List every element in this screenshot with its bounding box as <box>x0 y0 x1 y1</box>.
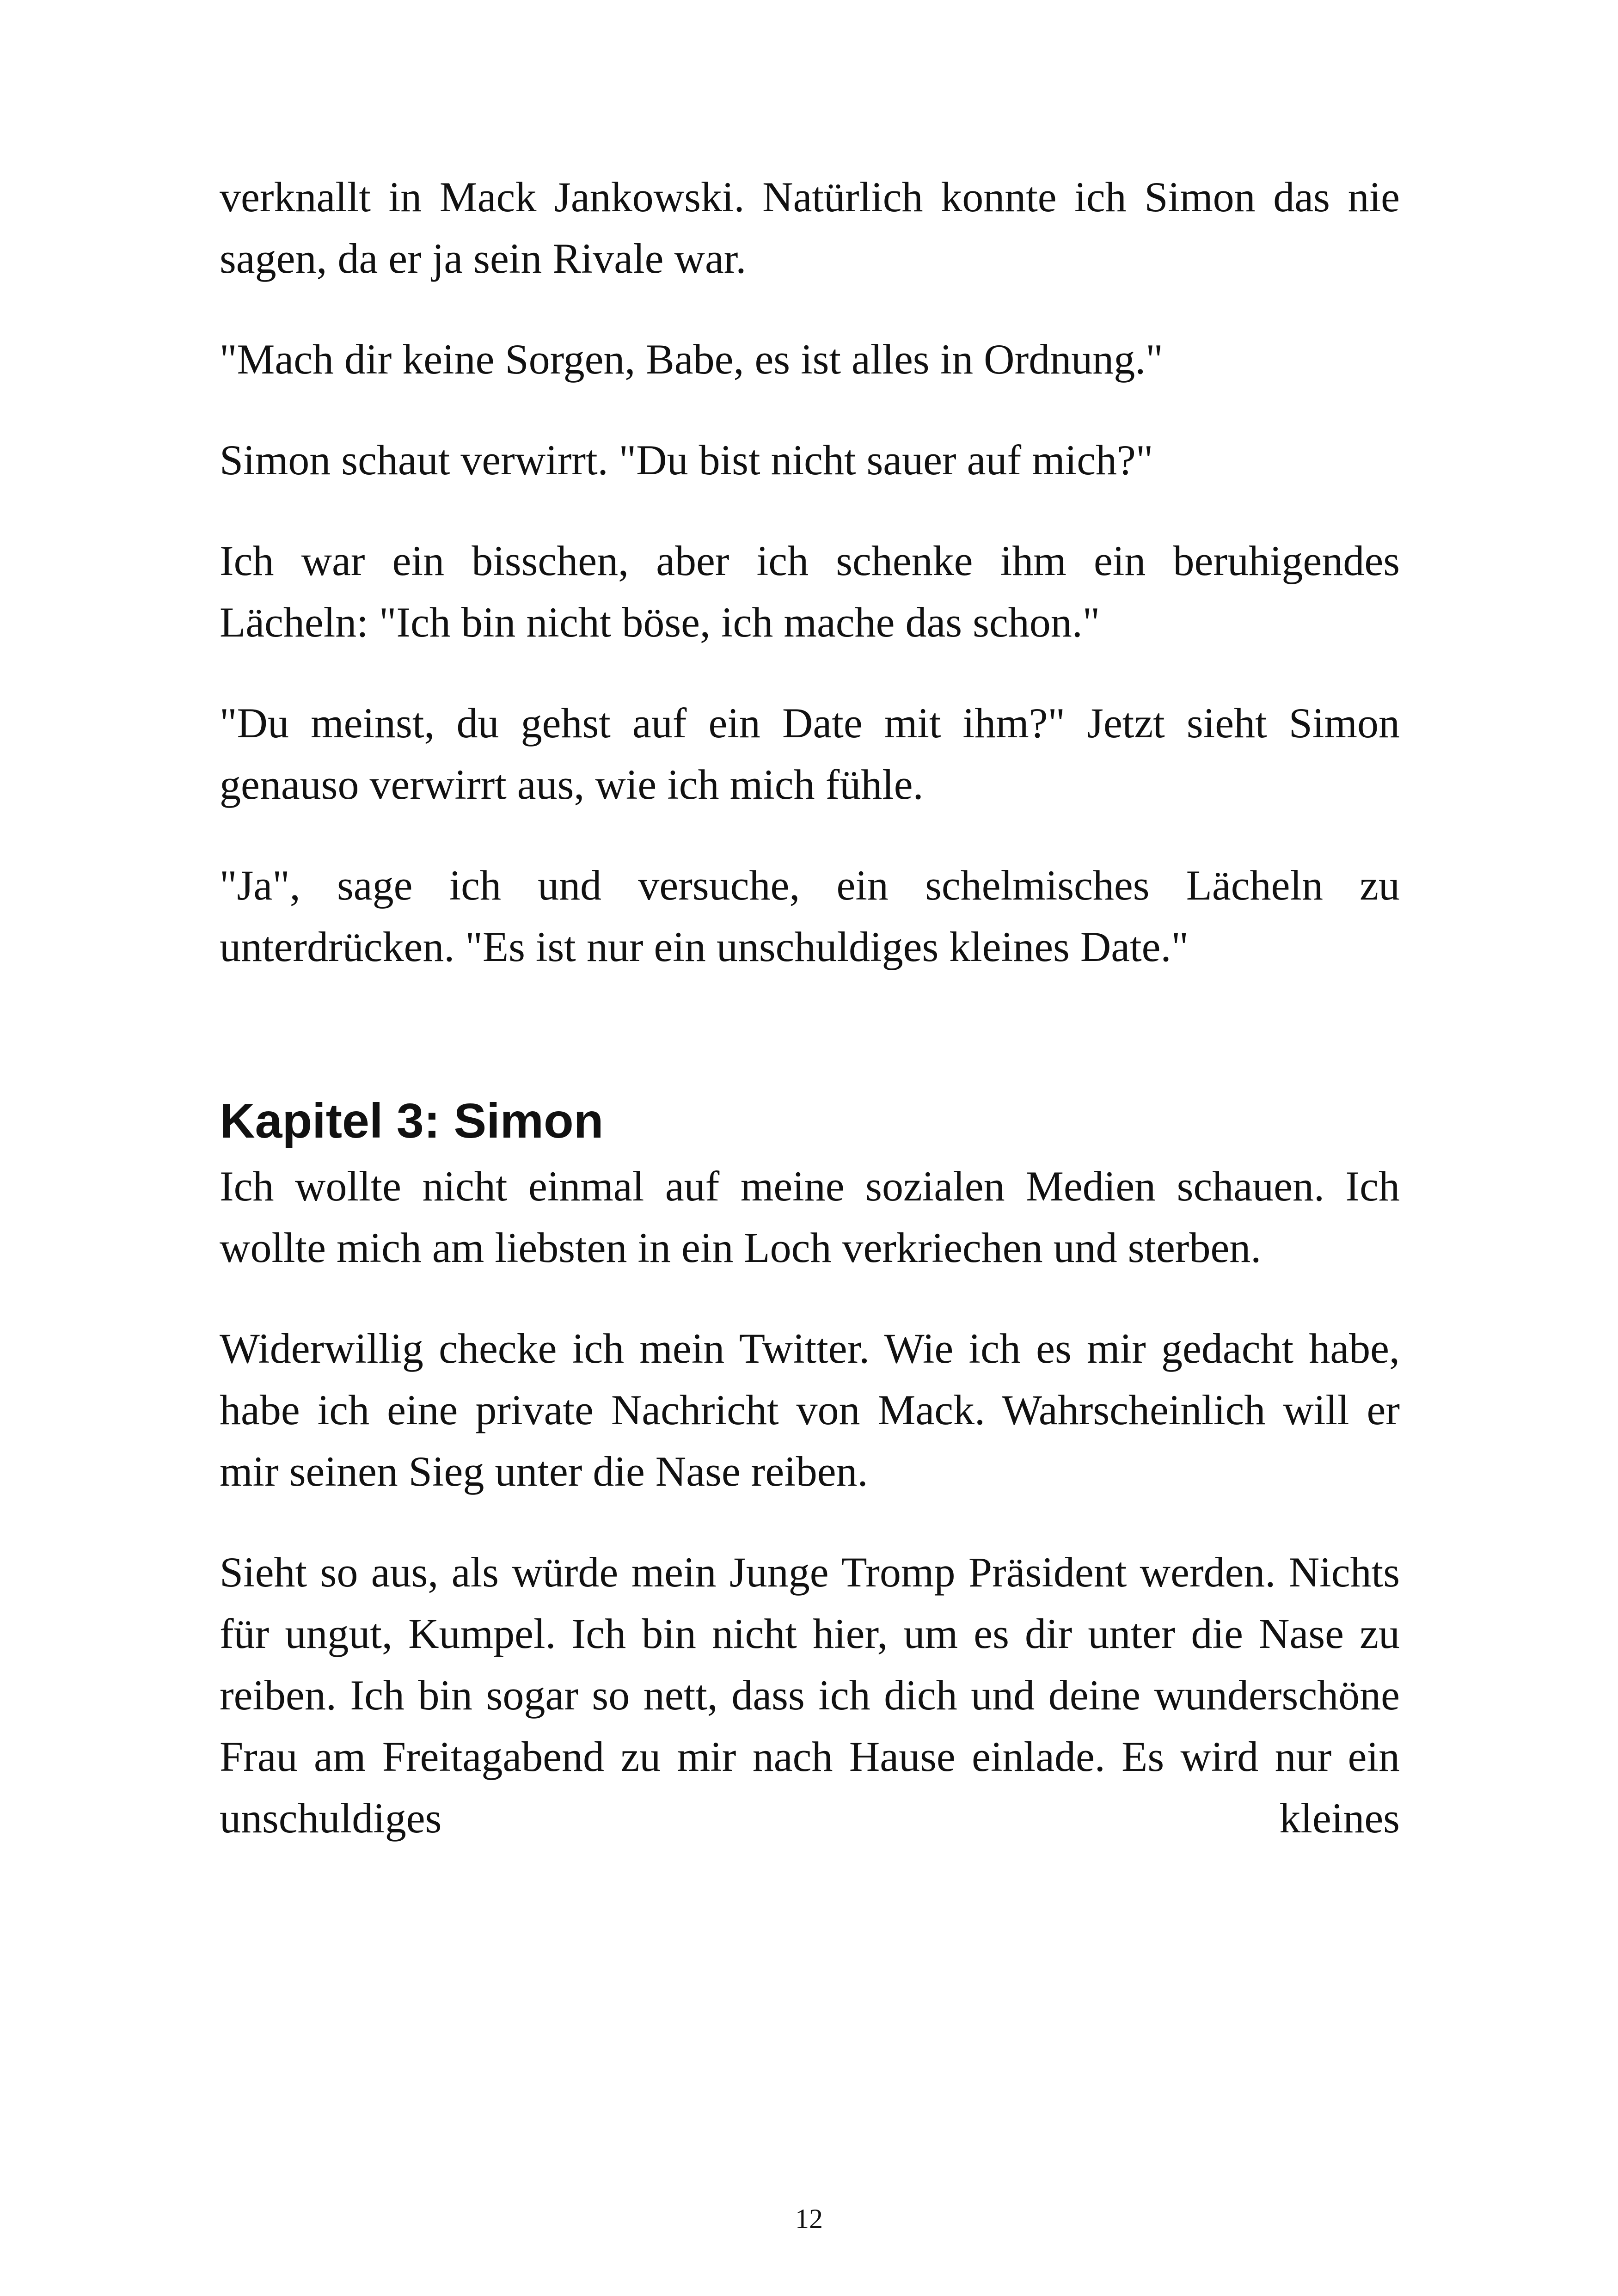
page-body <box>220 166 1400 1888</box>
paragraph: "Du meinst, du gehst auf ein Date mit ihm?" Jetzt sieht Simon genauso verwirrt aus, wie ich mich fühle. <box>220 699 1400 808</box>
paragraph: Widerwillig checke ich mein Twitter. Wie ich es mir gedacht habe, habe ich eine private Nachricht von Mack. Wahrscheinlich will er mir seinen Sieg unter die Nase reiben. <box>220 1325 1400 1495</box>
paragraph: "Ja", sage ich und versuche, ein schelmisches Lächeln zu unterdrücken. "Es ist nur ein unschuldiges kleines Date." <box>220 862 1400 970</box>
paragraph: "Mach dir keine Sorgen, Babe, es ist alles in Ordnung." <box>220 336 1163 383</box>
chapter-heading: Kapitel 3: Simon <box>220 1094 604 1148</box>
paragraph: verknallt in Mack Jankowski. Natürlich konnte ich Simon das nie sagen, da er ja sein Rivale war. <box>220 173 1400 282</box>
paragraph: Ich wollte nicht einmal auf meine sozialen Medien schauen. Ich wollte mich am liebsten in ein Loch verkriechen und sterben. <box>220 1163 1400 1271</box>
paragraph: Ich war ein bisschen, aber ich schenke ihm ein beruhigendes Lächeln: "Ich bin nicht böse, ich mache das schon." <box>220 537 1400 646</box>
paragraph: Sieht so aus, als würde mein Junge Tromp Präsident werden. Nichts für ungut, Kumpel. Ich bin nicht hier, um es dir unter die Nase zu reiben. Ich bin sogar so nett, dass ich dich und deine wunderschöne Frau am Freitagabend zu mir nach Hause einlade. Es wird nur ein unschuldiges kleines <box>220 1549 1400 1842</box>
page-number: 12 <box>795 2204 823 2234</box>
paragraph: Simon schaut verwirrt. "Du bist nicht sauer auf mich?" <box>220 436 1153 484</box>
